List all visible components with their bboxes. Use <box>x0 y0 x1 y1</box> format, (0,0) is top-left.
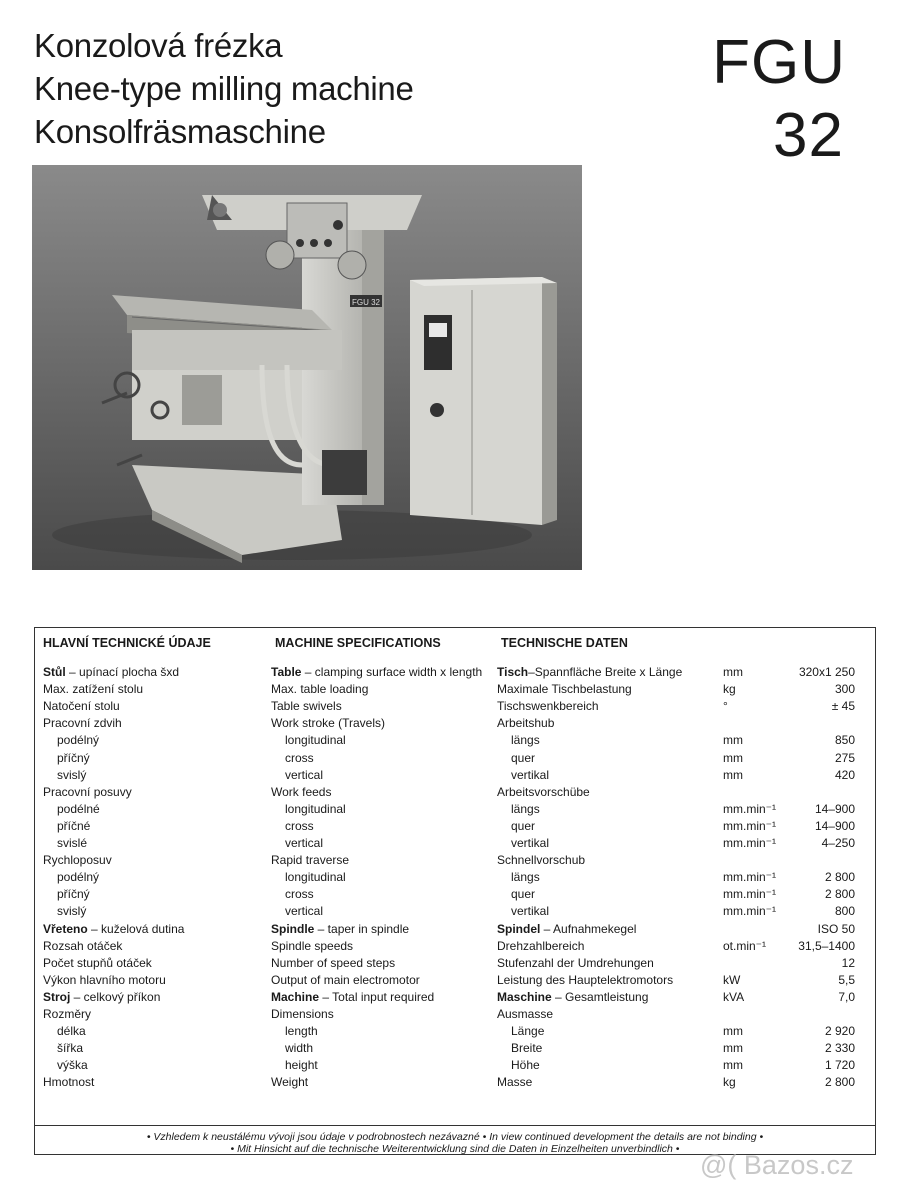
spec-label-cz-text: Rozsah otáček <box>43 938 123 953</box>
title-english: Knee-type milling machine <box>34 70 414 107</box>
spec-value: ISO 50 <box>817 921 855 936</box>
spec-label-en <box>285 750 314 766</box>
spec-label-cz <box>43 1006 91 1022</box>
spec-label-cz <box>43 681 143 697</box>
spec-label-de-bold: Maschine <box>497 989 552 1004</box>
spec-unit: ° <box>723 699 728 714</box>
spec-label-de <box>511 818 535 834</box>
spec-label-de <box>511 1057 540 1073</box>
spec-label-de-bold: Spindel <box>497 921 541 936</box>
spec-label-cz <box>43 972 166 988</box>
spec-label-en-text: height <box>285 1058 318 1073</box>
model-number: 32 <box>773 101 844 170</box>
spec-label-en-text: longitudinal <box>285 733 346 748</box>
model-name: FGU <box>712 28 846 97</box>
title-czech: Konzolová frézka <box>34 27 283 64</box>
spec-value: 14–900 <box>814 801 855 816</box>
spec-label-cz-text: Rychloposuv <box>43 853 112 868</box>
spec-unit: mm <box>723 665 743 679</box>
spec-label-cz <box>43 989 160 1005</box>
spec-unit: mm <box>723 1058 743 1073</box>
spec-label-en <box>271 921 409 937</box>
spec-label-cz <box>57 750 90 766</box>
spec-label-en-text: vertical <box>285 836 324 850</box>
spec-label-de <box>511 1023 544 1039</box>
spec-label-cz <box>57 732 99 748</box>
spec-unit: mm.min⁻¹ <box>723 887 776 902</box>
spec-unit: kVA <box>723 989 745 1004</box>
spec-unit: mm.min⁻¹ <box>723 836 776 850</box>
spec-label-de-text: –Spannfläche Breite x Länge <box>528 665 683 679</box>
spec-label-cz-text: Hmotnost <box>43 1075 95 1090</box>
spec-label-en <box>285 869 346 885</box>
spec-label-de-text: quer <box>511 887 536 902</box>
spec-label-de-text: vertikal <box>511 904 550 919</box>
disclaimer-line-1: • Vzhledem k neustálému vývoji jsou údaje v podrobnostech nezávazné • In view continued development the details are not binding • <box>146 1131 764 1143</box>
spec-value: ± 45 <box>831 699 855 714</box>
spec-label-de <box>511 1040 542 1056</box>
spec-label-de-text: Höhe <box>511 1058 540 1073</box>
spec-label-cz-text: délka <box>57 1024 86 1039</box>
spec-label-en-text: Weight <box>271 1075 309 1090</box>
spec-label-en <box>271 715 385 731</box>
spec-value: 300 <box>834 682 855 697</box>
spec-label-cz <box>43 715 122 731</box>
spec-label-en <box>271 784 331 800</box>
spec-label-en <box>285 767 323 783</box>
spec-unit: mm <box>723 1024 743 1039</box>
disclaimer-line-2: • Mit Hinsicht auf die technische Weiterentwicklung sind die Daten in Einzelheiten unverbindlich • <box>230 1143 680 1155</box>
spec-label-de-text: Arbeitsvorschübe <box>497 784 590 799</box>
spec-label-en <box>285 801 346 817</box>
spec-label-en-text: Rapid traverse <box>271 853 350 868</box>
spec-label-en <box>285 886 314 902</box>
spec-label-cz <box>57 886 90 902</box>
spec-label-cz-text: svislý <box>57 767 87 782</box>
spec-unit: mm.min⁻¹ <box>723 870 776 885</box>
heading-english: MACHINE SPECIFICATIONS <box>275 636 441 650</box>
spec-label-en-text: – taper in spindle <box>314 921 410 936</box>
spec-value: 320x1 250 <box>798 665 855 679</box>
spec-label-en <box>271 955 395 971</box>
spec-label-en <box>285 732 346 748</box>
spec-label-en <box>285 835 323 851</box>
spec-value: 7,0 <box>838 989 855 1004</box>
spec-label-de <box>497 784 590 800</box>
spec-label-de <box>497 989 648 1005</box>
spec-label-de <box>497 955 654 971</box>
spec-unit: kg <box>723 1075 736 1090</box>
spec-label-en-text: Table swivels <box>271 699 342 714</box>
watermark: @( Bazos.cz <box>700 1150 854 1180</box>
spec-label-en-bold: Table <box>271 665 302 679</box>
spec-label-cz-text: Pracovní zdvih <box>43 716 122 731</box>
spec-label-de-text: längs <box>511 801 540 816</box>
spec-label-cz-text: – kuželová dutina <box>87 921 185 936</box>
spec-label-en-text: Work stroke (Travels) <box>271 716 386 731</box>
spec-label-cz <box>57 1023 86 1039</box>
spec-label-en-text: Output of main electromotor <box>271 972 420 987</box>
spec-label-en-text: longitudinal <box>285 801 346 816</box>
spec-label-de-text: quer <box>511 750 536 765</box>
spec-label-cz <box>57 903 86 919</box>
spec-label-cz-text: příčný <box>57 887 90 902</box>
spec-label-en <box>271 938 353 954</box>
spec-label-de-text: vertikal <box>511 836 550 850</box>
spec-label-en <box>271 664 482 680</box>
spec-label-de-text: quer <box>511 818 536 833</box>
spec-label-de-text: Breite <box>511 1041 543 1056</box>
spec-label-de <box>497 698 599 714</box>
spec-label-cz-text: podélný <box>57 733 100 748</box>
spec-label-en <box>285 1057 318 1073</box>
spec-label-de <box>511 869 540 885</box>
spec-value: 2 920 <box>824 1024 855 1039</box>
spec-label-cz-text: podélný <box>57 870 100 885</box>
spec-unit: mm.min⁻¹ <box>723 801 776 816</box>
spec-label-cz <box>57 1057 88 1073</box>
spec-value: 12 <box>841 955 855 970</box>
spec-label-de-text: Maximale Tischbelastung <box>497 682 632 697</box>
spec-label-de <box>511 886 535 902</box>
spec-label-en-text: cross <box>285 887 314 902</box>
spec-label-cz-text: – upínací plocha šxd <box>65 665 180 679</box>
spec-label-de-bold: Tisch <box>497 665 529 679</box>
spec-label-de-text: Länge <box>511 1024 545 1039</box>
spec-label-de-text: Drehzahlbereich <box>497 938 585 953</box>
spec-label-cz <box>43 852 112 868</box>
spec-label-en <box>285 1023 318 1039</box>
spec-unit: mm <box>723 750 743 765</box>
spec-label-de-text: vertikal <box>511 767 550 782</box>
spec-label-de-text: – Gesamtleistung <box>551 989 649 1004</box>
spec-label-en-text: vertical <box>285 904 324 919</box>
specifications-table <box>34 627 876 1155</box>
spec-label-en-text: – Total input required <box>319 989 435 1004</box>
spec-label-cz-text: Výkon hlavního motoru <box>43 972 166 987</box>
spec-label-cz-text: příčné <box>57 818 91 833</box>
spec-unit: mm.min⁻¹ <box>723 904 776 919</box>
spec-label-de-text: Stufenzahl der Umdrehungen <box>497 955 654 970</box>
spec-label-cz <box>43 698 120 714</box>
spec-label-de <box>497 852 585 868</box>
spec-label-cz-bold: Vřeteno <box>43 921 88 936</box>
spec-unit: kW <box>723 972 741 987</box>
spec-label-cz-bold: Stroj <box>43 989 71 1004</box>
spec-label-cz-text: Max. zatížení stolu <box>43 682 144 697</box>
spec-label-en-bold: Machine <box>271 989 320 1004</box>
machine-plate-text: FGU 32 <box>352 298 381 307</box>
spec-value: 1 720 <box>824 1058 855 1073</box>
spec-label-de-text: Masse <box>497 1075 533 1090</box>
spec-label-cz-text: Rozměry <box>43 1007 92 1021</box>
spec-value: 275 <box>834 750 855 765</box>
spec-label-cz <box>57 835 87 851</box>
spec-label-cz <box>57 869 99 885</box>
spec-label-en <box>271 1074 308 1090</box>
spec-label-en-text: Spindle speeds <box>271 938 354 953</box>
spec-label-de <box>497 938 584 954</box>
spec-label-de <box>511 750 535 766</box>
spec-label-de <box>511 732 540 748</box>
spec-label-en-text: – clamping surface width x length <box>301 665 483 679</box>
spec-unit: mm <box>723 733 743 748</box>
spec-label-en-text: Work feeds <box>271 784 332 799</box>
spec-label-cz <box>43 1074 94 1090</box>
spec-label-en <box>285 818 314 834</box>
spec-label-de <box>497 715 554 731</box>
spec-label-cz-text: svislé <box>57 836 88 850</box>
spec-label-en <box>271 852 349 868</box>
spec-label-de <box>497 1006 553 1022</box>
spec-label-cz <box>43 921 184 937</box>
spec-label-en-text: length <box>285 1024 318 1039</box>
spec-label-de <box>511 767 549 783</box>
spec-label-de-text: Tischswenkbereich <box>497 699 599 714</box>
spec-label-de <box>497 681 632 697</box>
spec-value: 14–900 <box>814 818 855 833</box>
spec-value: 2 330 <box>824 1041 855 1056</box>
spec-label-cz-text: Počet stupňů otáček <box>43 955 152 970</box>
spec-label-en-bold: Spindle <box>271 921 315 936</box>
spec-label-de <box>497 972 673 988</box>
spec-value: 2 800 <box>824 1075 855 1090</box>
spec-label-cz-text: příčný <box>57 750 90 765</box>
spec-value: 31,5–1400 <box>798 938 855 953</box>
spec-unit: mm.min⁻¹ <box>723 818 776 833</box>
heading-czech: HLAVNÍ TECHNICKÉ ÚDAJE <box>43 636 211 650</box>
title-german: Konsolfräsmaschine <box>34 113 326 150</box>
spec-label-de-text: längs <box>511 870 540 885</box>
spec-label-en-text: cross <box>285 818 314 833</box>
spec-label-en <box>271 698 342 714</box>
spec-label-en-text: cross <box>285 750 314 765</box>
spec-label-cz <box>43 938 122 954</box>
spec-label-en <box>271 1006 334 1022</box>
spec-label-de-text: – Aufnahmekegel <box>540 921 637 936</box>
spec-value: 5,5 <box>838 972 855 987</box>
spec-label-cz-text: Natočení stolu <box>43 699 120 714</box>
machine-photo <box>32 165 582 570</box>
divider <box>35 1125 875 1126</box>
spec-label-en-text: longitudinal <box>285 870 346 885</box>
spec-label-de <box>497 921 636 937</box>
spec-value: 800 <box>834 904 855 919</box>
spec-label-de <box>511 835 549 851</box>
spec-label-en-text: Dimensions <box>271 1007 334 1021</box>
spec-label-en-text: Max. table loading <box>271 682 369 697</box>
spec-unit: mm <box>723 1041 743 1056</box>
spec-label-en <box>285 903 323 919</box>
spec-label-cz-text: Pracovní posuvy <box>43 784 132 799</box>
spec-label-de <box>511 903 549 919</box>
spec-label-en <box>285 1040 313 1056</box>
spec-label-cz <box>57 801 100 817</box>
spec-value: 2 800 <box>824 887 855 902</box>
spec-label-cz <box>57 1040 83 1056</box>
spec-label-de-text: Ausmasse <box>497 1007 554 1021</box>
spec-label-cz-text: šířka <box>57 1041 84 1056</box>
spec-value: 420 <box>834 767 855 782</box>
spec-label-cz-text: – celkový příkon <box>70 989 161 1004</box>
spec-label-de <box>497 664 682 680</box>
spec-label-en-text: width <box>285 1041 314 1056</box>
spec-unit: mm <box>723 767 743 782</box>
heading-german: TECHNISCHE DATEN <box>501 636 628 650</box>
spec-value: 2 800 <box>824 870 855 885</box>
spec-label-cz-text: výška <box>57 1058 88 1073</box>
spec-label-cz-text: podélné <box>57 801 100 816</box>
spec-value: 4–250 <box>821 836 855 850</box>
spec-label-cz-text: svislý <box>57 904 87 919</box>
spec-label-cz <box>57 767 86 783</box>
spec-label-cz-bold: Stůl <box>43 665 66 679</box>
spec-label-de <box>497 1074 532 1090</box>
spec-label-de <box>511 801 540 817</box>
spec-label-en-text: vertical <box>285 767 324 782</box>
spec-label-en <box>271 989 434 1005</box>
spec-unit: ot.min⁻¹ <box>723 938 767 953</box>
spec-label-de-text: Arbeitshub <box>497 716 555 731</box>
spec-label-cz <box>57 818 90 834</box>
spec-label-de-text: Leistung des Hauptelektromotors <box>497 972 674 987</box>
spec-label-en-text: Number of speed steps <box>271 955 396 970</box>
spec-value: 850 <box>834 733 855 748</box>
spec-label-en <box>271 972 420 988</box>
spec-label-cz <box>43 784 132 800</box>
spec-label-de-text: Schnellvorschub <box>497 853 586 868</box>
spec-label-cz <box>43 664 179 680</box>
spec-label-de-text: längs <box>511 733 540 748</box>
spec-label-en <box>271 681 368 697</box>
spec-unit: kg <box>723 682 736 697</box>
spec-label-cz <box>43 955 152 971</box>
